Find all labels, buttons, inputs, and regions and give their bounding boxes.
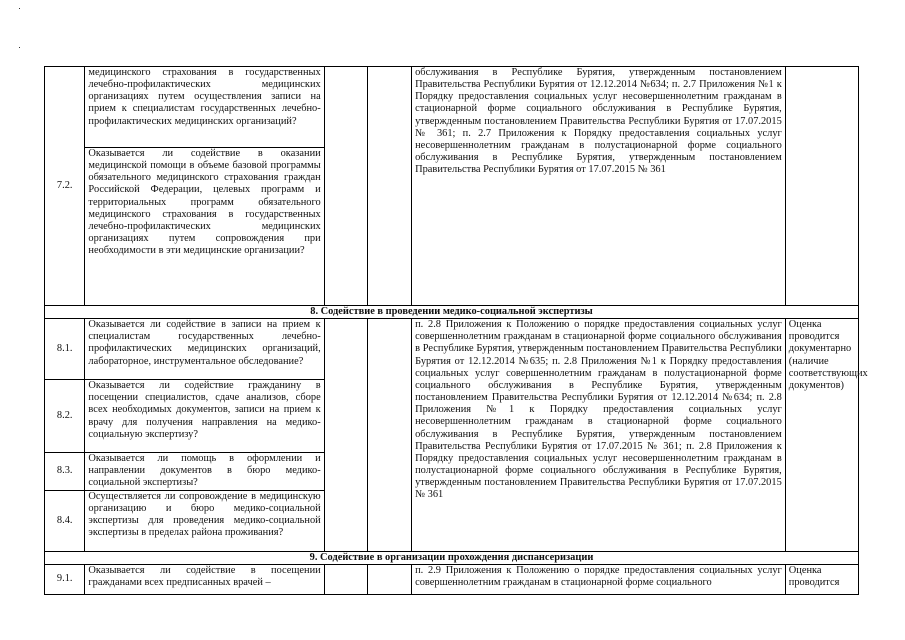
section-header-row (45, 551, 859, 564)
section-title: 8. Содействие в проведении медико-социальной экспертизы (45, 306, 859, 319)
question-text: Оказывается ли помощь в оформлении и направлении документов в бюро медико-социальной экспертизы? (85, 453, 324, 490)
section-title: 9. Содействие в организации прохождения диспансеризации (45, 551, 859, 564)
item-number: 8.3. (45, 453, 85, 490)
legal-basis-text: п. 2.8 Приложения к Положению о порядке предоставления социальных услуг совершеннолетним гражданам в стационарной форме социального обслуживания в Республике Бурятия, утвержденным постановлением Правительства Республики Бурятия от 12.12.2014 №635; п. 2.8 Приложения №1 к Порядку предоставления социальных услуг совершеннолетним гражданам в полустационарной форме социального обслуживания в Республике Бурятия, утвержденным постановлением Правительства Республики Бурятия от 12.12.2014 №634; п. 2.8 Приложения №1 к Порядку предоставления социальных услуг несовершеннолетним гражданам в стационарной форме социального обслуживания в Республике Бурятия, утвержденным постановлением Правительства Республики Бурятия от 17.07.2015 № 361; п. 2.8 Приложения к Порядку предоставления социальных услуг несовершеннолетним гражданам в полустационарной форме социального обслуживания в Республике Бурятия, утвержденным постановлением Правительства Республики Бурятия от 17.07.2015 № 361 (412, 319, 786, 551)
question-text: медицинского страхования в государственных лечебно-профилактических медицинских организациях путем осуществления записи на прием к специалистам государственных лечебно-профилактических медицинских организаций? (85, 67, 324, 148)
evaluation-cell (785, 67, 858, 306)
answer-cell (324, 67, 368, 306)
legal-basis-text: п. 2.9 Приложения к Положению о порядке предоставления социальных услуг совершеннолетним гражданам в стационарной форме социального (412, 564, 786, 594)
item-number: 8.2. (45, 380, 85, 453)
scan-speck (19, 8, 20, 9)
item-number: 8.1. (45, 319, 85, 380)
item-number: 9.1. (45, 564, 85, 594)
item-number: 7.2. (45, 67, 85, 306)
question-text: Оказывается ли содействие в оказании медицинской помощи в объеме базовой программы обязательного медицинского страхования граждан Российской Федерации, целевых программ и территориальных программ обязательного медицинского страхования в государственных лечебно-профилактических медицинских организациях путем сопровождения при необходимости в эти медицинские организации? (85, 148, 324, 306)
section-header-row (45, 306, 859, 319)
evaluation-method: Оценка проводится (785, 564, 858, 594)
item-number: 8.4. (45, 490, 85, 551)
inspection-table (44, 66, 868, 595)
scan-speck (19, 47, 20, 48)
evaluation-method: Оценка проводится документарно (наличие соответствующих документов) (785, 319, 858, 551)
question-text: Оказывается ли содействие гражданину в посещении специалистов, сдаче анализов, сборе всех необходимых документов, записи на прием к врачу для получения направления на медико-социальную экспертизу? (85, 380, 324, 453)
answer-cell (368, 319, 412, 551)
table-row (45, 564, 859, 594)
question-text: Осуществляется ли сопровождение в медицинскую организацию и бюро медико-социальной экспертизы для проведения медико-социальной экспертизы в пределах района проживания? (85, 490, 324, 551)
answer-cell (324, 564, 368, 594)
answer-cell (324, 319, 368, 551)
table-row (45, 319, 859, 380)
answer-cell (368, 564, 412, 594)
question-text: Оказывается ли содействие в записи на прием к специалистам государственных лечебно-профилактических медицинских организаций, лабораторное, инструментальное обследование? (85, 319, 324, 380)
table-row (45, 67, 859, 148)
answer-cell (368, 67, 412, 306)
legal-basis-text: обслуживания в Республике Бурятия, утвержденным постановлением Правительства Республики Бурятия от 12.12.2014 №634; п. 2.7 Приложения №1 к Порядку предоставления социальных услуг несовершеннолетним гражданам в стационарной форме социального обслуживания в Республике Бурятия, утвержденным постановлением Правительства Республики Бурятия от 17.07.2015 № 361; п. 2.7 Приложения к Порядку предоставления социальных услуг несовершеннолетним гражданам в полустационарной форме социального обслуживания в Республике Бурятия, утвержденным постановлением Правительства Республики Бурятия от 17.07.2015 № 361 (412, 67, 786, 306)
question-text: Оказывается ли содействие в посещении гражданами всех предписанных врачей – (85, 564, 324, 594)
